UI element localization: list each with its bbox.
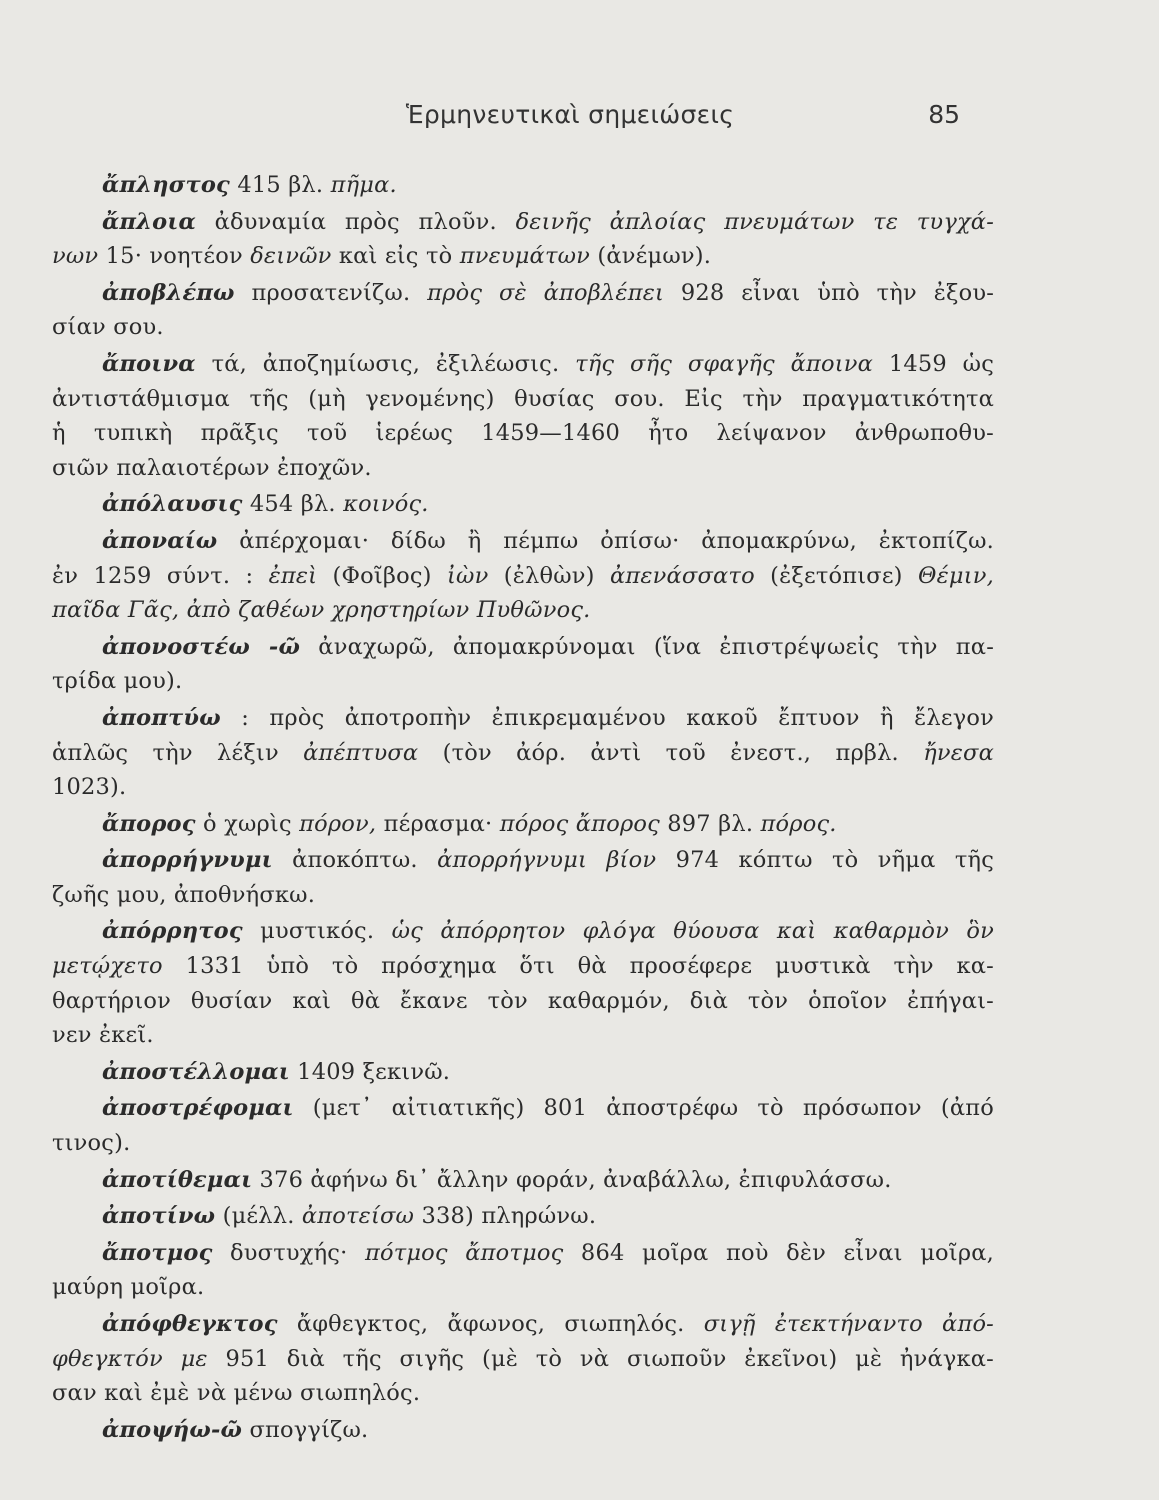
italic-quote: νων xyxy=(52,243,99,270)
glossary-entry xyxy=(52,276,994,345)
gloss-text: θαρτήριον θυσίαν καὶ θὰ ἔκανε τὸν καθαρμόν, διὰ τὸν ὁποῖον ἐπήγαι- xyxy=(52,987,994,1014)
gloss-text: 897 βλ. xyxy=(659,810,761,837)
entry-first-line xyxy=(52,701,994,736)
glossary-entry xyxy=(52,1413,994,1448)
italic-quote: πόρον, xyxy=(299,810,377,837)
entry-first-line xyxy=(52,1091,994,1126)
glossary-entry xyxy=(52,914,994,1052)
headword: ἄποτμος xyxy=(102,1239,213,1266)
gloss-text: (τὸν ἀόρ. ἀντὶ τοῦ ἐνεστ., πρβλ. xyxy=(418,739,924,766)
entry-line xyxy=(52,736,994,771)
gloss-text: δυστυχής· xyxy=(212,1239,365,1266)
entry-first-line xyxy=(52,630,994,665)
entry-first-line xyxy=(52,168,994,203)
entry-first-line xyxy=(52,1199,994,1234)
italic-quote: μετῴχετο xyxy=(52,953,163,980)
italic-quote: πόρος. xyxy=(760,810,837,837)
gloss-text: ἄφθεγκτος, ἄφωνος, σιωπηλός. xyxy=(277,1311,704,1337)
gloss-text: μυστικός. xyxy=(242,918,392,945)
entry-first-line xyxy=(52,347,994,382)
running-title: Ἑρμηνευτικαὶ σημειώσεις xyxy=(405,100,735,129)
gloss-text: τρίδα μου). xyxy=(52,668,183,695)
italic-quote: πνευμάτων xyxy=(459,243,591,270)
entry-first-line xyxy=(52,487,994,522)
headword: ἄπλοια xyxy=(102,208,196,235)
italic-quote: δεινῆς ἀπλοίας πνευμάτων τε τυγχά- xyxy=(515,208,994,235)
italic-quote: ἰὼν xyxy=(447,562,489,589)
entry-line xyxy=(52,593,994,628)
entry-line xyxy=(52,310,994,345)
gloss-text: νεν ἐκεῖ. xyxy=(52,1022,154,1049)
glossary-entry xyxy=(52,807,994,842)
entry-line xyxy=(52,878,994,913)
entry-line xyxy=(52,1018,994,1053)
glossary-entry xyxy=(52,205,994,274)
glossary-entry xyxy=(52,524,994,628)
entry-first-line xyxy=(52,843,994,878)
entry-first-line xyxy=(52,1163,994,1198)
gloss-text: ζωῆς μου, ἀποθνήσκω. xyxy=(52,881,316,908)
italic-quote: ἀποτείσω xyxy=(301,1203,415,1230)
gloss-text: ἀντιστάθμισμα τῆς (μὴ γενομένης) θυσίας σου. Εἰς τὴν πραγματικότητα xyxy=(52,385,994,412)
entry-first-line xyxy=(52,1055,994,1090)
entry-first-line xyxy=(52,807,994,842)
entry-line xyxy=(52,1126,994,1161)
gloss-text: μαύρη μοῖρα. xyxy=(52,1274,205,1301)
page-number: 85 xyxy=(928,100,960,129)
gloss-text: προσατενίζω. xyxy=(234,279,428,306)
glossary-entry xyxy=(52,1055,994,1090)
italic-quote: πῆμα. xyxy=(330,172,397,198)
gloss-text: (ἐλθὼν) xyxy=(488,562,610,589)
glossary-entry xyxy=(52,347,994,485)
italic-quote: ἐπεὶ xyxy=(268,562,318,589)
headword: ἀποτίθεμαι xyxy=(102,1166,253,1193)
italic-quote: ἀπέπτυσα xyxy=(303,739,419,766)
gloss-text: 454 βλ. xyxy=(242,491,344,518)
italic-quote: πότμος ἄποτμος xyxy=(364,1239,564,1266)
entry-line xyxy=(52,664,994,699)
italic-quote: τῆς σῆς σφαγῆς ἄποινα xyxy=(575,350,874,377)
gloss-text: πέρασμα· xyxy=(376,810,500,837)
entry-line xyxy=(52,1270,994,1305)
glossary-entry xyxy=(52,1307,994,1411)
headword: ἀπορρήγνυμι xyxy=(102,847,273,874)
gloss-text: 415 βλ. xyxy=(229,172,331,198)
entry-line xyxy=(52,1342,994,1377)
glossary-entry xyxy=(52,701,994,805)
entry-line xyxy=(52,770,994,805)
gloss-text: (μέλλ. xyxy=(215,1203,302,1230)
entry-first-line xyxy=(52,1413,994,1448)
gloss-text: ὁ χωρὶς xyxy=(195,810,300,837)
gloss-text: ἀναχωρῶ, ἀπομακρύνομαι (ἵνα ἐπιστρέψωεἰς τὴν πα- xyxy=(300,633,994,660)
italic-quote: πρὸς σὲ ἀποβλέπει xyxy=(427,279,664,306)
glossary-entry xyxy=(52,1163,994,1198)
gloss-text: 338) πληρώνω. xyxy=(414,1203,597,1230)
italic-quote: δεινῶν xyxy=(250,243,332,270)
entry-line xyxy=(52,416,994,451)
gloss-text: 974 κόπτω τὸ νῆμα τῆς xyxy=(656,847,994,874)
headword: ἄπορος xyxy=(102,810,196,837)
headword: ἀποναίω xyxy=(102,527,218,554)
entry-line xyxy=(52,451,994,486)
glossary-entry xyxy=(52,168,994,203)
gloss-text: 951 διὰ τῆς σιγῆς (μὲ τὸ νὰ σιωποῦν ἐκεῖνοι) μὲ ἠνάγκα- xyxy=(207,1345,994,1372)
glossary-entry xyxy=(52,1199,994,1234)
entry-first-line xyxy=(52,1307,994,1342)
gloss-text: ἀπέρχομαι· δίδω ἢ πέμπω ὀπίσω· ἀπομακρύνω, ἐκτοπίζω. xyxy=(217,527,994,554)
headword: ἀποπτύω xyxy=(102,704,221,731)
entry-line xyxy=(52,1376,994,1411)
glossary-entry xyxy=(52,487,994,522)
entry-line xyxy=(52,559,994,594)
headword: ἀποστρέφομαι xyxy=(102,1095,294,1122)
gloss-text: 15· νοητέον xyxy=(98,243,251,270)
gloss-text: (Φοῖβος) xyxy=(317,562,447,589)
glossary-entry xyxy=(52,843,994,912)
gloss-text: τινος). xyxy=(52,1130,131,1157)
italic-quote: ἀπορρήγνυμι βίον xyxy=(437,847,657,874)
headword: ἀποτίνω xyxy=(102,1203,216,1230)
glossary-body xyxy=(52,168,994,1449)
gloss-text: 1331 ὑπὸ τὸ πρόσχημα ὅτι θὰ προσέφερε μυστικὰ τὴν κα- xyxy=(162,953,994,980)
page-header xyxy=(100,96,960,136)
gloss-text: καὶ εἰς τὸ xyxy=(331,243,460,270)
entry-line xyxy=(52,382,994,417)
entry-line xyxy=(52,949,994,984)
entry-line xyxy=(52,984,994,1019)
gloss-text: (μετ᾽ αἰτιατικῆς) 801 ἀποστρέφω τὸ πρόσωπον (ἀπό xyxy=(293,1095,994,1122)
gloss-text: τά, ἀποζημίωσις, ἐξιλέωσις. xyxy=(195,350,576,377)
gloss-text: 864 μοῖρα ποὺ δὲν εἶναι μοῖρα, xyxy=(563,1239,994,1266)
gloss-text: 928 εἶναι ὑπὸ τὴν ἐξου- xyxy=(664,279,994,306)
gloss-text: σαν καὶ ἐμὲ νὰ μένω σιωπηλός. xyxy=(52,1380,421,1407)
italic-quote: κοινός. xyxy=(343,491,429,518)
gloss-text: ἀδυναμία πρὸς πλοῦν. xyxy=(195,208,516,235)
italic-quote: ἤνεσα xyxy=(923,739,995,766)
gloss-text: 376 ἀφήνω δι᾽ ἄλλην φοράν, ἀναβάλλω, ἐπιφυλάσσω. xyxy=(252,1166,892,1193)
gloss-text: (ἐξετόπισε) xyxy=(754,562,918,589)
gloss-text: 1023). xyxy=(52,774,127,801)
entry-first-line xyxy=(52,205,994,240)
headword: ἄποινα xyxy=(102,350,196,377)
headword: ἀπόφθεγκτος xyxy=(102,1311,278,1337)
entry-first-line xyxy=(52,914,994,949)
italic-quote: σιγῇ ἐτεκτήναντο ἀπό- xyxy=(703,1311,994,1337)
headword: ἀπόλαυσις xyxy=(102,491,243,518)
italic-quote: φθεγκτόν με xyxy=(52,1345,208,1372)
entry-line xyxy=(52,239,994,274)
entry-first-line xyxy=(52,524,994,559)
gloss-text: σιῶν παλαιοτέρων ἐποχῶν. xyxy=(52,454,372,481)
gloss-text: ἐν 1259 σύντ. : xyxy=(52,562,269,589)
italic-quote: πόρος ἄπορος xyxy=(499,810,660,837)
headword: ἀποστέλλομαι xyxy=(102,1058,290,1085)
headword: ἀπόρρητος xyxy=(102,918,243,945)
glossary-entry xyxy=(52,1236,994,1305)
gloss-text: (ἀνέμων). xyxy=(590,243,712,270)
italic-quote: ὡς ἀπόρρητον φλόγα θύουσα καὶ καθαρμὸν ὃν xyxy=(391,918,994,945)
gloss-text: ἡ τυπικὴ πρᾶξις τοῦ ἱερέως 1459—1460 ἦτο λείψανον ἀνθρωποθυ- xyxy=(52,420,994,447)
gloss-text: 1409 ξεκινῶ. xyxy=(289,1058,451,1085)
headword: ἀπονοστέω -ῶ xyxy=(102,633,301,660)
headword: ἄπληστος xyxy=(102,172,230,198)
entry-first-line xyxy=(52,1236,994,1271)
gloss-text: 1459 ὡς xyxy=(873,350,994,377)
gloss-text: σπογγίζω. xyxy=(242,1416,369,1443)
headword: ἀποψήω-ῶ xyxy=(102,1416,243,1443)
gloss-text: : πρὸς ἀποτροπὴν ἐπικρεμαμένου κακοῦ ἔπτυον ἢ ἔλεγον xyxy=(220,704,994,731)
italic-quote: ἀπενάσσατο xyxy=(609,562,755,589)
gloss-text: σίαν σου. xyxy=(52,314,164,341)
italic-quote: Θέμιν, xyxy=(918,562,994,589)
glossary-entry xyxy=(52,1091,994,1160)
entry-first-line xyxy=(52,276,994,311)
headword: ἀποβλέπω xyxy=(102,279,235,306)
gloss-text: ἁπλῶς τὴν λέξιν xyxy=(52,739,304,766)
italic-quote: παῖδα Γᾶς, ἀπὸ ζαθέων χρηστηρίων Πυθῶνος. xyxy=(52,597,591,624)
gloss-text: ἀποκόπτω. xyxy=(272,847,438,874)
glossary-entry xyxy=(52,630,994,699)
